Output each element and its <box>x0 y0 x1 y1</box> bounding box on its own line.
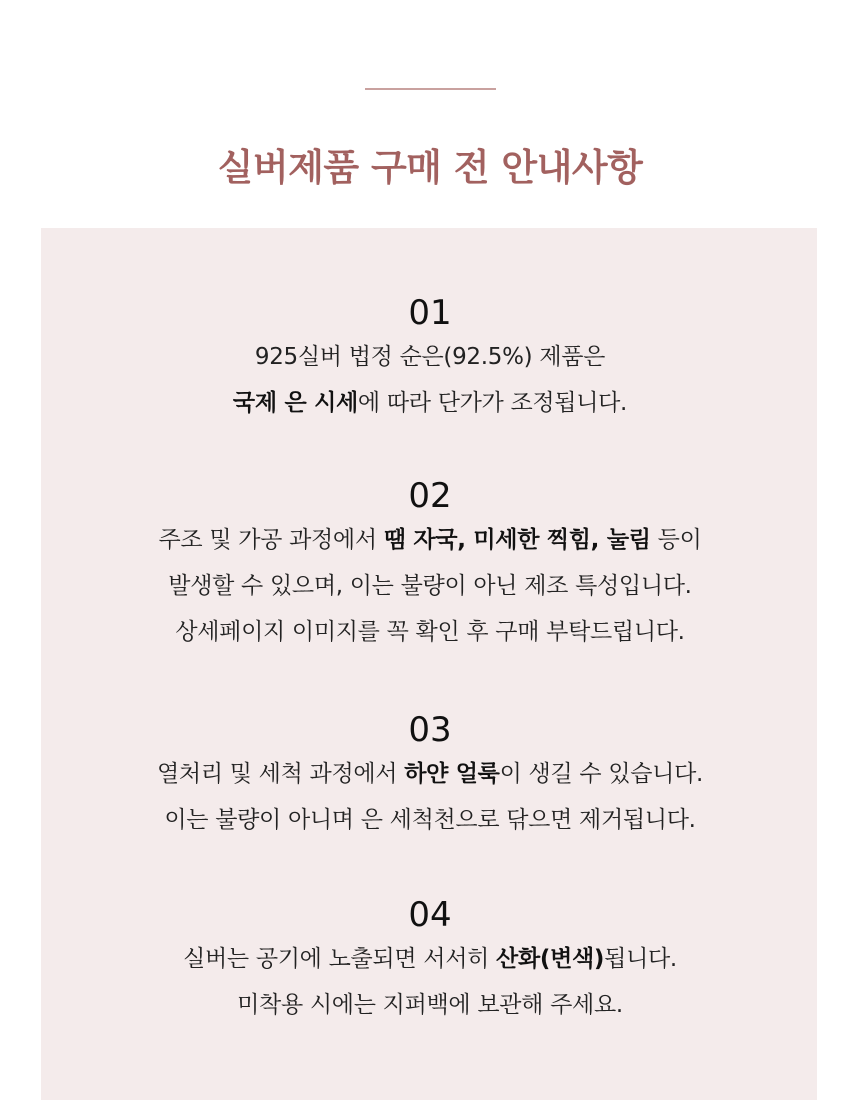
section-number: 02 <box>408 476 452 516</box>
notice-emphasis: 산화(변색) <box>496 946 605 972</box>
notice-text: 열처리 및 세척 과정에서 <box>156 761 405 787</box>
notice-text: 이 생길 수 있습니다. <box>499 761 703 787</box>
section-number: 01 <box>408 293 452 333</box>
notice-line <box>0 797 860 843</box>
notice-text: 상세페이지 이미지를 꼭 확인 후 구매 부탁드립니다. <box>175 619 685 645</box>
notice-line <box>0 334 860 380</box>
notice-text: 에 따라 단가가 조정됩니다. <box>357 390 628 416</box>
notice-text: 됩니다. <box>604 946 677 972</box>
notice-line <box>0 563 860 609</box>
notice-line <box>0 936 860 982</box>
notice-line <box>0 982 860 1028</box>
notice-emphasis: 땜 자국, 미세한 찍힘, 눌림 <box>383 527 651 553</box>
notice-text: 발생할 수 있으며, 이는 불량이 아닌 제조 특성입니다. <box>168 573 692 599</box>
notice-text: 실버는 공기에 노출되면 서서히 <box>183 946 497 972</box>
notice-text: 925실버 법정 순은(92.5%) 제품은 <box>254 344 606 370</box>
notice-section-03 <box>0 710 860 843</box>
notice-section-04 <box>0 895 860 1028</box>
notice-text: 이는 불량이 아니며 은 세척천으로 닦으면 제거됩니다. <box>164 807 696 833</box>
notice-text: 등이 <box>650 527 702 553</box>
notice-text: 미착용 시에는 지퍼백에 보관해 주세요. <box>237 992 623 1018</box>
title-divider <box>365 88 496 90</box>
notice-line <box>0 609 860 655</box>
notice-line <box>0 751 860 797</box>
section-number: 04 <box>408 895 452 935</box>
notice-emphasis: 국제 은 시세 <box>232 390 358 416</box>
page-title: 실버제품 구매 전 안내사항 <box>217 146 643 189</box>
notice-line <box>0 517 860 563</box>
notice-emphasis: 하얀 얼룩 <box>404 761 500 787</box>
notice-line <box>0 380 860 426</box>
notice-text: 주조 및 가공 과정에서 <box>158 527 384 553</box>
notice-section-01 <box>0 293 860 426</box>
notice-section-02 <box>0 476 860 655</box>
section-number: 03 <box>408 710 452 750</box>
